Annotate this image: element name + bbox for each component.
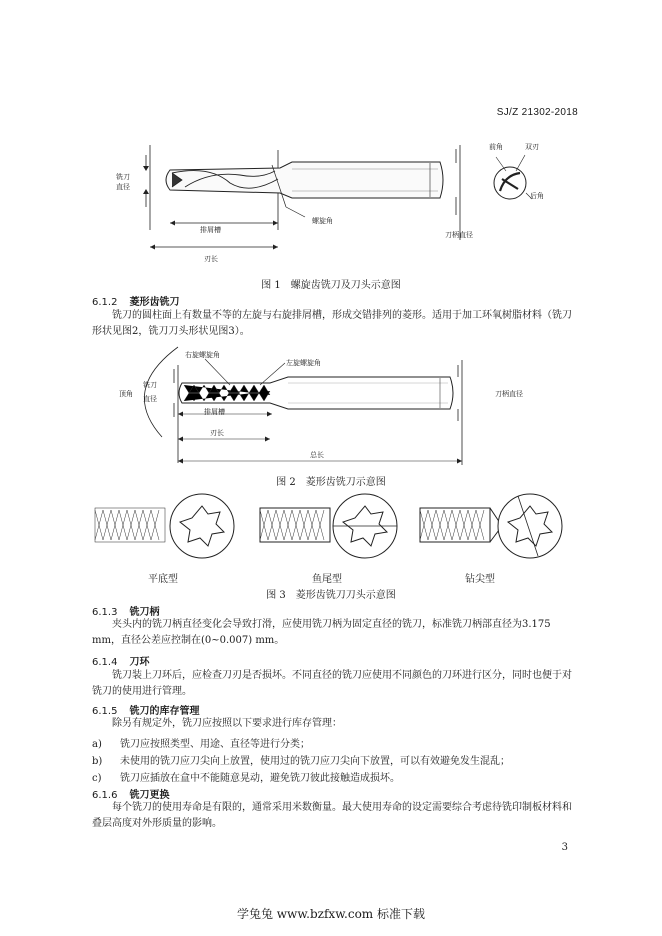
fig2-label-flute: 排屑槽 [204, 408, 225, 416]
fig2-label-total-length: 总长 [310, 451, 324, 459]
fig1-label-blade-length: 刃长 [204, 255, 218, 263]
figure3-caption: 图 3 菱形齿铣刀刀头示意图 [266, 590, 396, 601]
section-6-1-4 [92, 653, 149, 668]
fig2-label-cutter: 铣刀 [143, 381, 157, 389]
fig2-label-shank-diameter: 刀柄直径 [495, 390, 523, 398]
section-title: 铣刀的库存管理 [129, 706, 200, 717]
standard-number: SJ/Z 21302-2018 [496, 107, 578, 118]
fig3-type-drill-point: 钻尖型 [465, 574, 495, 585]
figure3-drawing [90, 490, 570, 570]
section-number: 6.1.4 [92, 657, 118, 668]
list-item [92, 769, 400, 784]
section-title: 铣刀柄 [129, 607, 160, 618]
fig1-label-double-edge: 双刃 [525, 143, 539, 151]
list-marker: a) [92, 739, 102, 750]
section-number: 6.1.6 [92, 790, 118, 801]
fig2-label-diameter: 直径 [143, 395, 157, 403]
section-title: 铣刀更换 [129, 790, 170, 801]
list-marker: b) [92, 756, 103, 767]
fig1-label-cutter: 铣刀 [116, 173, 130, 181]
section-6-1-5 [92, 702, 199, 717]
paragraph-6-1-2: 铣刀的圆柱面上有数量不等的左旋与右旋排屑槽，形成交错排列的菱形。适用于加工环氧树脂材料（铣刀形状见图2，铣刀刀头形状见图3）。 [92, 310, 572, 337]
fig1-label-diameter: 直径 [116, 183, 130, 191]
list-marker: c) [92, 773, 102, 784]
section-6-1-3 [92, 603, 159, 618]
figure2-caption: 图 2 菱形齿铣刀示意图 [276, 477, 386, 488]
paragraph-6-1-6: 每个铣刀的使用寿命是有限的，通常采用米数衡量。最大使用寿命的设定需要综合考虑待铣印制板材料和叠层高度对外形质量的影响。 [92, 802, 572, 829]
list-text: 铣刀应插放在盒中不能随意晃动，避免铣刀彼此接触造成损坏。 [120, 773, 400, 784]
fig1-label-rear-angle: 后角 [530, 192, 544, 200]
section-title: 菱形齿铣刀 [129, 297, 180, 308]
fig2-label-left-helix: 左旋螺旋角 [286, 359, 321, 367]
page-number: 3 [561, 842, 568, 853]
fig1-label-shank-diameter: 刀柄直径 [445, 231, 473, 239]
figure1-drawing [110, 135, 550, 270]
fig2-label-right-helix: 右旋螺旋角 [185, 351, 220, 359]
paragraph-6-1-3: 夹头内的铣刀柄直径变化会导致打滑，应使用铣刀柄为固定直径的铣刀，标准铣刀柄部直径为3.175 mm，直径公差应控制在(0~0.007) mm。 [92, 619, 551, 646]
section-6-1-6 [92, 786, 169, 801]
fig1-label-helix: 螺旋角 [312, 217, 333, 225]
fig3-type-flat: 平底型 [148, 574, 178, 585]
section-number: 6.1.3 [92, 607, 118, 618]
fig2-label-blade-length: 刃长 [210, 429, 224, 437]
fig3-type-fishtail: 鱼尾型 [312, 574, 342, 585]
fig1-label-front-angle: 前角 [489, 143, 503, 151]
paragraph-6-1-4: 铣刀装上刀环后，应检查刀刃是否损坏。不同直径的铣刀应使用不同颜色的刀环进行区分，同时也便于对铣刀的使用进行管理。 [92, 670, 572, 697]
paragraph-6-1-5: 除另有规定外，铣刀应按照以下要求进行库存管理： [112, 718, 342, 729]
fig2-label-tip-angle: 顶角 [119, 390, 133, 398]
fig1-label-flute: 排屑槽 [200, 226, 221, 234]
section-title: 刀环 [129, 657, 150, 668]
list-text: 未使用的铣刀应刀尖向上放置，使用过的铣刀应刀尖向下放置，可以有效避免发生混乱； [120, 756, 510, 767]
section-number: 6.1.5 [92, 706, 118, 717]
section-6-1-2 [92, 293, 179, 308]
footer-watermark: 学兔兔 www.bzfxw.com 标准下载 [236, 907, 426, 921]
list-item [92, 735, 310, 750]
list-text: 铣刀应按照类型、用途、直径等进行分类； [120, 739, 310, 750]
list-item [92, 752, 510, 767]
figure1-caption: 图 1 螺旋齿铣刀及刀头示意图 [261, 280, 401, 291]
section-number: 6.1.2 [92, 297, 118, 308]
